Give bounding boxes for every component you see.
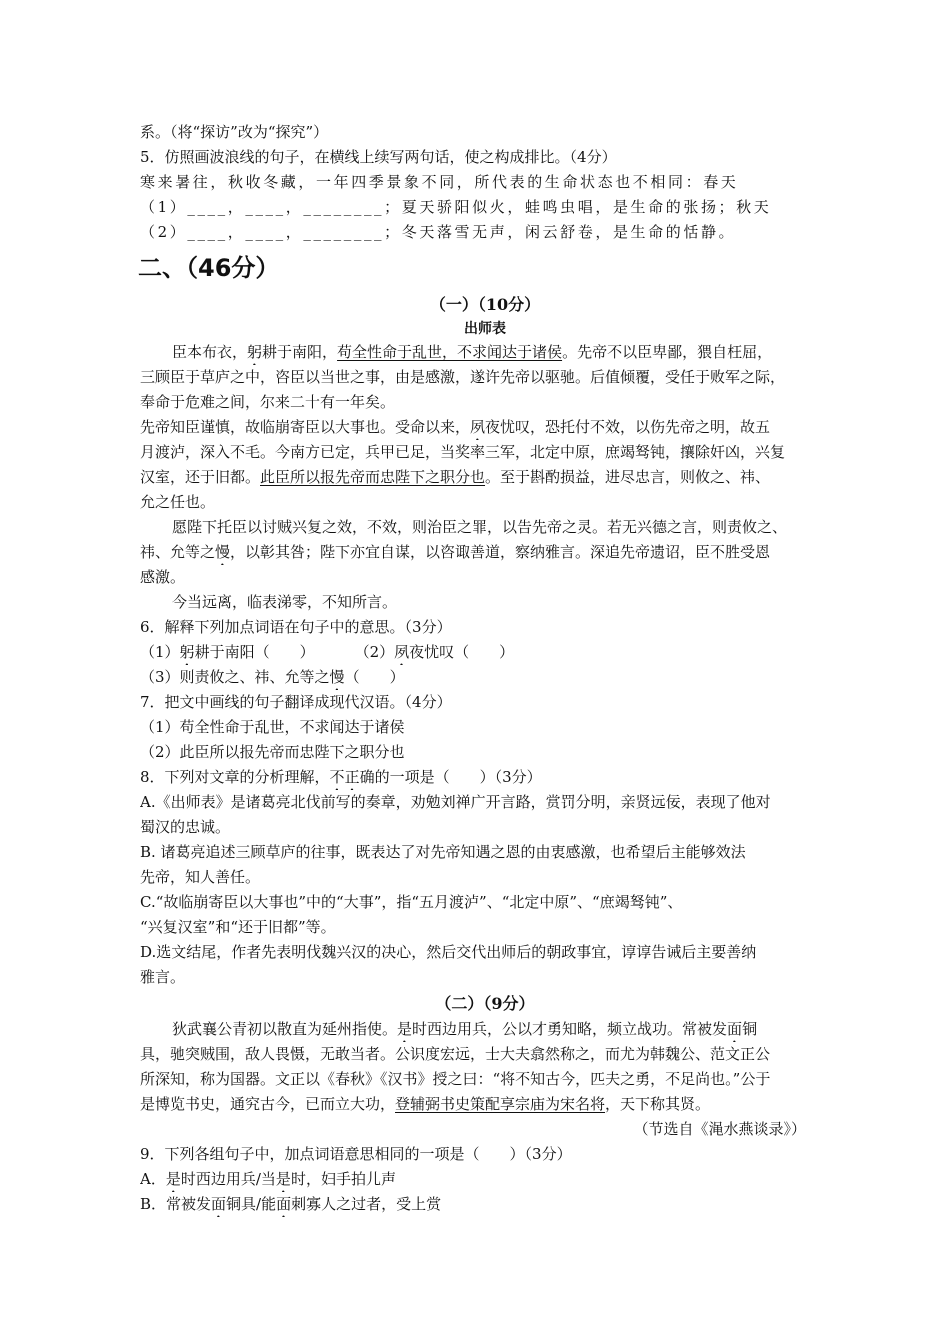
passage-line: 三顾臣于草庐之中，咨臣以当世之事，由是感激，遂许先帝以驱驰。后值倾覆，受任于败军之际， <box>140 368 786 386</box>
question-8-stem: 8．下列对文章的分析理解，不正确的一项是（ ）（3分） <box>140 768 542 786</box>
question-7-item: （2）此臣所以报先帝而忠陛下之职分也 <box>140 743 405 761</box>
underlined-sentence: 苟全性命于乱世，不求闻达于诸侯 <box>337 343 563 361</box>
option-b: B. 诸葛亮追述三顾草庐的往事，既表达了对先帝知遇之恩的由衷感激，也希望后主能够效法 <box>140 843 746 861</box>
option-d-cont: 雅言。 <box>140 968 186 986</box>
dotted-word: 是 <box>165 1170 181 1188</box>
passage-line: 允之任也。 <box>140 493 216 511</box>
dotted-word: 面 <box>276 1195 292 1213</box>
question-7-item: （1）苟全性命于乱世，不求闻达于诸侯 <box>140 718 405 736</box>
option-a: A.《出师表》是诸葛亮北伐前写的奏章，劝勉刘禅广开言路，赏罚分明，亲贤远佞，表现了他对 <box>140 793 771 811</box>
question-5-blank-2: （2）____，____，________；冬天落雪无声，闲云舒卷，是生命的恬静。 <box>140 223 737 241</box>
question-9-stem: 9．下列各组句子中，加点词语意思相同的一项是（ ）（3分） <box>140 1145 572 1163</box>
question-7-stem: 7．把文中画线的句子翻译成现代汉语。（4分） <box>140 693 452 711</box>
dotted-word: 不 <box>329 768 345 786</box>
section-heading: 二、（46分） <box>138 254 280 282</box>
passage-line: 奉命于危难之间，尔来二十有一年矣。 <box>140 393 396 411</box>
source-citation: （节选自《渑水燕谈录》） <box>633 1120 806 1138</box>
question-6-stem: 6．解释下列加点词语在句子中的意思。（3分） <box>140 618 452 636</box>
dotted-word: 面 <box>211 1195 227 1213</box>
part-1-heading: （一）（10分） <box>429 295 541 314</box>
question-5-blank-1: （1）____，____，________；夏天骄阳似火，蛙鸣虫唱，是生命的张扬；秋天 <box>140 198 772 216</box>
question-6-items: （1）躬耕于南阳（ ） （2）夙夜忧叹（ ） <box>140 643 515 661</box>
exam-page <box>140 120 830 1217</box>
passage-title: 出师表 <box>464 321 506 337</box>
passage-line: 汉室，还于旧都。此臣所以报先帝而忠陛下之职分也。至于斟酌损益，进尽忠言，则攸之、祎、 <box>140 468 771 486</box>
option-b: B．常被发面铜具/能面刺寡人之过者，受上赏 <box>140 1195 442 1213</box>
passage-line: 臣本布衣，躬耕于南阳，苟全性命于乱世，不求闻达于诸侯。先帝不以臣卑鄙，猥自枉屈， <box>172 343 773 361</box>
dotted-word: 夙 <box>470 418 486 436</box>
passage-line: 所深知，称为国器。文正以《春秋》《汉书》授之曰：“将不知古今，匹夫之勇，不足尚也。”公于 <box>140 1070 771 1088</box>
text-line: 系。（将“探访”改为“探究”） <box>140 123 329 141</box>
dotted-word: 慢 <box>329 668 345 686</box>
dotted-word: 躬 <box>247 343 263 361</box>
option-c: C.“故临崩寄臣以大事也”中的“大事”，指“五月渡泸”、“北定中原”、“庶竭驽钝”、 <box>140 893 683 911</box>
option-c-cont: “兴复汉室”和“还于旧都”等。 <box>140 918 336 936</box>
part-2-heading: （二）（9分） <box>435 994 535 1013</box>
dotted-word: 是 <box>275 1170 291 1188</box>
passage-line: 今当远离，临表涕零，不知所言。 <box>172 593 398 611</box>
passage-line: 愿陛下托臣以讨贼兴复之效，不效，则治臣之罪，以告先帝之灵。若无兴德之言，则责攸之、 <box>172 518 788 536</box>
dotted-word: 躬 <box>179 643 195 661</box>
option-b-cont: 先帝，知人善任。 <box>140 868 261 886</box>
dotted-word: 面 <box>727 1020 743 1038</box>
dotted-word: 慢 <box>215 543 231 561</box>
passage-line: 具，驰突贼围，敌人畏慑，无敢当者。公识度宏远，士大夫翕然称之，而尤为韩魏公、范文正公 <box>140 1045 771 1063</box>
underlined-sentence: 登辅弼书史策配享宗庙为宋名将 <box>395 1095 606 1113</box>
question-6-item: （3）则责攸之、祎、允等之慢（ ） <box>140 668 405 686</box>
passage-line: 是博览书史，通究古今，已而立大功，登辅弼书史策配享宗庙为宋名将，天下称其贤。 <box>140 1095 711 1113</box>
dotted-word: 正 <box>344 768 360 786</box>
option-a-cont: 蜀汉的忠诚。 <box>140 818 231 836</box>
question-5-stem: 5．仿照画波浪线的句子，在横线上续写两句话，使之构成排比。（4分） <box>140 148 617 166</box>
passage-line: 感激。 <box>140 568 186 586</box>
question-5-line: 寒来暑往，秋收冬藏，一年四季景象不同，所代表的生命状态也不相同：春天 <box>140 173 739 191</box>
passage-line: 祎、允等之慢，以彰其咎；陛下亦宜自谋，以咨诹善道，察纳雅言。深追先帝遗诏，臣不胜受恩 <box>140 543 771 561</box>
option-a: A．是时西边用兵/当是时，妇手拍儿声 <box>140 1170 396 1188</box>
passage-line: 先帝知臣谨慎，故临崩寄臣以大事也。受命以来，夙夜忧叹，恐托付不效，以伤先帝之明，故五 <box>140 418 771 436</box>
underlined-sentence: 此臣所以报先帝而忠陛下之职分也 <box>260 468 486 486</box>
dotted-word: 夙 <box>394 643 410 661</box>
passage-line: 狄武襄公青初以散直为延州指使。是时西边用兵，公以才勇知略，频立战功。常被发面铜 <box>172 1020 758 1038</box>
passage-line: 月渡泸，深入不毛。今南方已定，兵甲已足，当奖率三军，北定中原，庶竭驽钝，攘除奸凶，兴复 <box>140 443 786 461</box>
dotted-word: 是 <box>397 1020 413 1038</box>
option-d: D.选文结尾，作者先表明伐魏兴汉的决心，然后交代出师后的朝政事宜，谆谆告诫后主要善纳 <box>140 943 757 961</box>
